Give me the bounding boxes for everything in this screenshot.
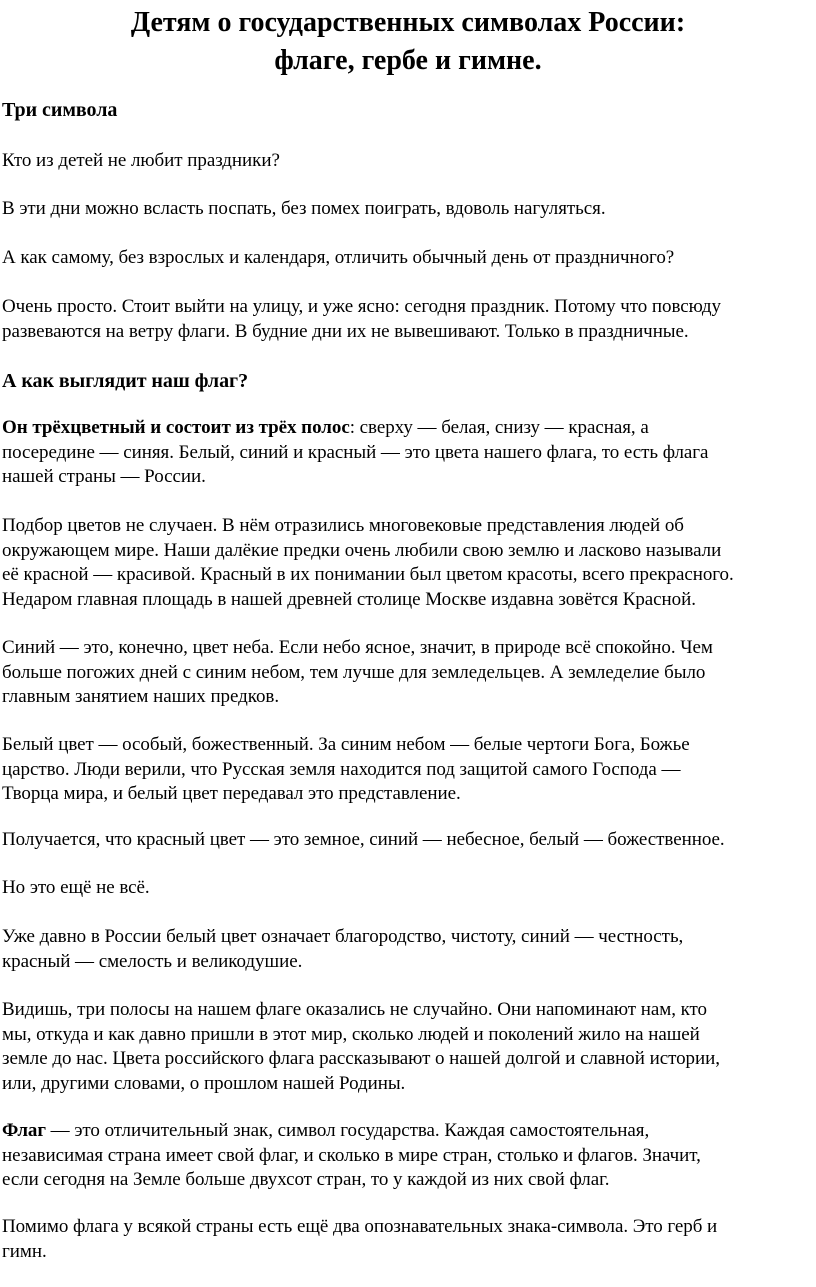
paragraph-line: Синий — это, конечно, цвет неба. Если небо ясное, значит, в природе всё спокойно. Чем: [2, 637, 713, 658]
bold-lead: Он трёхцветный и состоит из трёх полос: [2, 417, 350, 438]
paragraph-line: независимая страна имеет свой флаг, и сколько в мире стран, столько и флагов. Значит,: [2, 1144, 701, 1166]
paragraph: [2, 197, 814, 222]
paragraph-line: если сегодня на Земле больше двухсот стран, то у каждой из них свой флаг.: [2, 1169, 610, 1190]
paragraph-line: главным занятием наших предков.: [2, 686, 280, 707]
paragraph-line: Получается, что красный цвет — это земное, синий — небесное, белый — божественное.: [2, 829, 725, 850]
paragraph-text: — это отличительный знак, символ государства. Каждая самостоятельная,: [45, 1120, 650, 1141]
paragraph: [2, 1215, 814, 1264]
paragraph-line: [2, 416, 814, 441]
paragraph-line: Белый цвет — особый, божественный. За синим небом — белые чертоги Бога, Божье: [2, 734, 690, 755]
paragraph-line: гимн.: [2, 1240, 47, 1262]
paragraph-line: В эти дни можно всласть поспать, без помех поиграть, вдоволь нагуляться.: [2, 198, 606, 219]
paragraph: [2, 149, 814, 174]
paragraph: [2, 998, 814, 1096]
paragraph-line: Подбор цветов не случаен. В нём отразились многовековые представления людей об: [2, 515, 684, 536]
paragraph-line: развеваются на ветру флаги. В будние дни их не вывешивают. Только в праздничные.: [2, 320, 689, 342]
paragraph-line: её красной — красивой. Красный в их понимании был цветом красоты, всего прекрасного.: [2, 564, 734, 585]
paragraph-line: Недаром главная площадь в нашей древней столице Москве издавна зовётся Красной.: [2, 588, 696, 610]
paragraph: [2, 636, 814, 710]
paragraph-line: посередине — синяя. Белый, синий и красный — это цвета нашего флага, то есть флага: [2, 441, 709, 463]
paragraph-line: Уже давно в России белый цвет означает благородство, чистоту, синий — честность,: [2, 926, 684, 947]
paragraph: [2, 514, 814, 612]
paragraph-line: Видишь, три полосы на нашем флаге оказались не случайно. Они напоминают нам, кто: [2, 999, 707, 1020]
paragraph-line: Но это ещё не всё.: [2, 877, 150, 898]
paragraph-text: : сверху — белая, снизу — красная, а: [349, 417, 649, 438]
section-heading: Три символа: [2, 99, 118, 121]
document-title: [0, 0, 816, 80]
paragraph: [2, 295, 814, 344]
paragraph-line: красный — смелость и великодушие.: [2, 950, 303, 972]
paragraph-line: земле до нас. Цвета российского флага рассказывают о нашей долгой и славной истории,: [2, 1048, 720, 1069]
paragraph: [2, 246, 814, 271]
bold-lead: Флаг: [2, 1120, 46, 1141]
title-line: флаге, гербе и гимне.: [274, 45, 542, 76]
paragraph: [2, 876, 814, 901]
paragraph-line: Кто из детей не любит праздники?: [2, 150, 280, 171]
paragraph: [2, 828, 814, 853]
title-line: Детям о государственных символах России:: [130, 7, 686, 38]
question-heading: А как выглядит наш флаг?: [2, 370, 249, 392]
paragraph: [2, 733, 814, 807]
paragraph-line: Очень просто. Стоит выйти на улицу, и уже ясно: сегодня праздник. Потому что повсюду: [2, 296, 721, 317]
paragraph: [2, 1119, 814, 1193]
paragraph-line: или, другими словами, о прошлом нашей Родины.: [2, 1072, 406, 1094]
paragraph-line: Творца мира, и белый цвет передавал это представление.: [2, 783, 461, 804]
paragraph-line: нашей страны — России.: [2, 466, 206, 487]
paragraph-line: окружающем мире. Наши далёкие предки очень любили свою землю и ласково называли: [2, 539, 722, 561]
paragraph: [2, 925, 814, 974]
paragraph-line: царство. Люди верили, что Русская земля находится под защитой самого Господа —: [2, 758, 681, 780]
paragraph-line: Помимо флага у всякой страны есть ещё два опознавательных знака-символа. Это герб и: [2, 1216, 718, 1237]
paragraph: [2, 416, 814, 490]
paragraph-line: [2, 1119, 814, 1144]
paragraph-line: А как самому, без взрослых и календаря, отличить обычный день от праздничного?: [2, 247, 675, 268]
paragraph-line: мы, откуда и как давно пришли в этот мир, сколько людей и поколений жило на нашей: [2, 1023, 700, 1045]
paragraph-line: больше погожих дней с синим небом, тем лучше для земледельцев. А земледелие было: [2, 661, 706, 683]
